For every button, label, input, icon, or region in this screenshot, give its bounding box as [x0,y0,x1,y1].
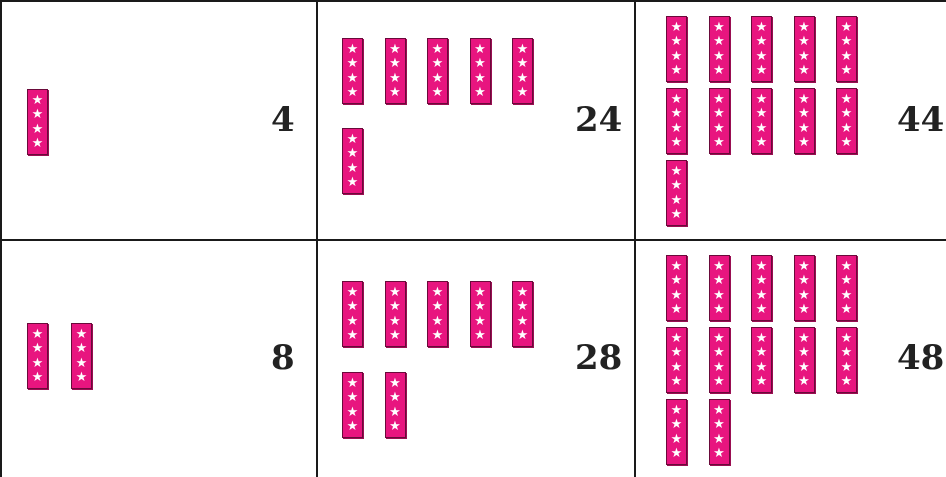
star-icon: ★ [389,390,401,406]
star-icon: ★ [798,345,810,361]
star-icon: ★ [389,56,401,72]
star-icon: ★ [346,313,359,329]
star-icon: ★ [389,404,401,420]
star-icon: ★ [431,313,444,329]
star-icon: ★ [713,287,725,303]
star-icon: ★ [346,327,359,343]
star-icon: ★ [840,62,853,78]
star-icon: ★ [798,134,810,150]
star-icon: ★ [713,373,725,389]
star-icon: ★ [755,120,768,136]
star-icon: ★ [516,285,529,301]
star-icon: ★ [798,48,810,64]
star-icon: ★ [431,285,444,301]
star-icon: ★ [713,445,725,461]
star-icon: ★ [670,331,683,347]
star-icon: ★ [670,445,683,461]
star-icon: ★ [670,259,683,275]
star-icon: ★ [389,84,401,100]
star-icon: ★ [474,299,486,315]
star-icon: ★ [431,56,444,72]
star-icon: ★ [431,70,444,86]
star-icon: ★ [713,120,725,136]
star-icon: ★ [516,70,529,86]
star-icon: ★ [389,327,401,343]
star-icon: ★ [31,327,44,343]
star-icon: ★ [713,431,725,447]
star-icon: ★ [798,20,810,36]
star-icon: ★ [31,121,44,137]
star-icon: ★ [346,390,359,406]
star-icon: ★ [31,369,44,385]
star-icon: ★ [798,259,810,275]
star-icon: ★ [670,34,683,50]
star-icon: ★ [840,20,853,36]
star-icon: ★ [713,403,725,419]
star-icon: ★ [840,48,853,64]
star-icon: ★ [670,301,683,317]
star-icon: ★ [798,92,810,108]
star-icon: ★ [713,134,725,150]
star-icon: ★ [670,417,683,433]
cell-number: 8 [271,338,295,378]
star-icon: ★ [474,84,486,100]
star-icon: ★ [346,285,359,301]
star-icon: ★ [713,62,725,78]
star-icon: ★ [431,42,444,58]
star-icon: ★ [474,285,486,301]
star-icon: ★ [798,373,810,389]
star-icon: ★ [798,301,810,317]
star-icon: ★ [670,359,683,375]
star-icon: ★ [755,106,768,122]
star-icon: ★ [389,313,401,329]
star-icon: ★ [713,48,725,64]
star-icon: ★ [798,331,810,347]
star-icon: ★ [713,259,725,275]
star-icon: ★ [346,42,359,58]
star-icon: ★ [431,84,444,100]
star-icon: ★ [389,299,401,315]
star-icon: ★ [389,42,401,58]
star-icon: ★ [840,34,853,50]
star-icon: ★ [840,120,853,136]
star-icon: ★ [755,359,768,375]
star-icon: ★ [670,178,683,194]
star-icon: ★ [840,359,853,375]
star-icon: ★ [755,273,768,289]
star-icon: ★ [516,84,529,100]
star-icon: ★ [670,92,683,108]
star-icon: ★ [840,331,853,347]
star-icon: ★ [798,287,810,303]
star-icon: ★ [474,327,486,343]
star-icon: ★ [670,273,683,289]
star-icon: ★ [346,84,359,100]
star-icon: ★ [516,299,529,315]
cell-number: 24 [575,100,623,140]
star-icon: ★ [713,20,725,36]
star-icon: ★ [755,62,768,78]
star-icon: ★ [713,417,725,433]
star-icon: ★ [670,20,683,36]
star-icon: ★ [840,134,853,150]
grid-divider-horizontal [0,239,946,241]
star-icon: ★ [474,56,486,72]
star-icon: ★ [670,48,683,64]
star-icon: ★ [346,174,359,190]
star-icon: ★ [798,106,810,122]
star-icon: ★ [431,299,444,315]
cell-number: 48 [897,338,945,378]
star-icon: ★ [670,134,683,150]
star-icon: ★ [755,134,768,150]
star-icon: ★ [516,42,529,58]
star-icon: ★ [346,376,359,392]
star-icon: ★ [755,92,768,108]
star-icon: ★ [346,56,359,72]
star-icon: ★ [713,301,725,317]
star-icon: ★ [713,106,725,122]
star-icon: ★ [75,369,88,385]
star-icon: ★ [670,403,683,419]
star-icon: ★ [755,373,768,389]
star-icon: ★ [840,273,853,289]
star-icon: ★ [31,107,44,123]
star-icon: ★ [840,106,853,122]
star-icon: ★ [389,70,401,86]
star-icon: ★ [431,327,444,343]
cell-number: 28 [575,338,623,378]
star-icon: ★ [346,299,359,315]
star-icon: ★ [75,341,88,357]
star-icon: ★ [516,327,529,343]
star-icon: ★ [670,62,683,78]
star-icon: ★ [840,301,853,317]
star-icon: ★ [798,34,810,50]
star-icon: ★ [389,285,401,301]
star-icon: ★ [31,135,44,151]
star-icon: ★ [798,359,810,375]
star-icon: ★ [670,106,683,122]
star-icon: ★ [346,70,359,86]
star-icon: ★ [670,287,683,303]
star-icon: ★ [389,376,401,392]
star-icon: ★ [798,62,810,78]
star-icon: ★ [713,273,725,289]
star-icon: ★ [840,259,853,275]
star-icon: ★ [31,355,44,371]
star-icon: ★ [31,93,44,109]
star-icon: ★ [75,355,88,371]
star-icon: ★ [755,345,768,361]
star-icon: ★ [713,345,725,361]
star-icon: ★ [474,42,486,58]
cell-number: 44 [897,100,945,140]
star-icon: ★ [670,164,683,180]
star-icon: ★ [389,418,401,434]
star-icon: ★ [346,404,359,420]
star-icon: ★ [75,327,88,343]
star-icon: ★ [346,132,359,148]
star-icon: ★ [755,48,768,64]
star-icon: ★ [798,273,810,289]
star-icon: ★ [670,120,683,136]
star-icon: ★ [755,301,768,317]
star-icon: ★ [840,92,853,108]
star-icon: ★ [713,359,725,375]
star-icon: ★ [346,160,359,176]
star-icon: ★ [670,192,683,208]
star-icon: ★ [755,20,768,36]
star-icon: ★ [755,287,768,303]
cell-number: 4 [271,100,295,140]
star-icon: ★ [474,313,486,329]
star-icon: ★ [670,206,683,222]
star-icon: ★ [670,345,683,361]
star-icon: ★ [755,331,768,347]
star-icon: ★ [798,120,810,136]
star-icon: ★ [713,34,725,50]
star-icon: ★ [755,259,768,275]
star-icon: ★ [840,287,853,303]
star-icon: ★ [516,56,529,72]
star-icon: ★ [840,345,853,361]
star-icon: ★ [840,373,853,389]
star-icon: ★ [474,70,486,86]
star-icon: ★ [31,341,44,357]
star-icon: ★ [713,331,725,347]
star-icon: ★ [516,313,529,329]
star-icon: ★ [713,92,725,108]
star-icon: ★ [346,146,359,162]
star-icon: ★ [755,34,768,50]
star-icon: ★ [670,373,683,389]
star-icon: ★ [670,431,683,447]
star-icon: ★ [346,418,359,434]
